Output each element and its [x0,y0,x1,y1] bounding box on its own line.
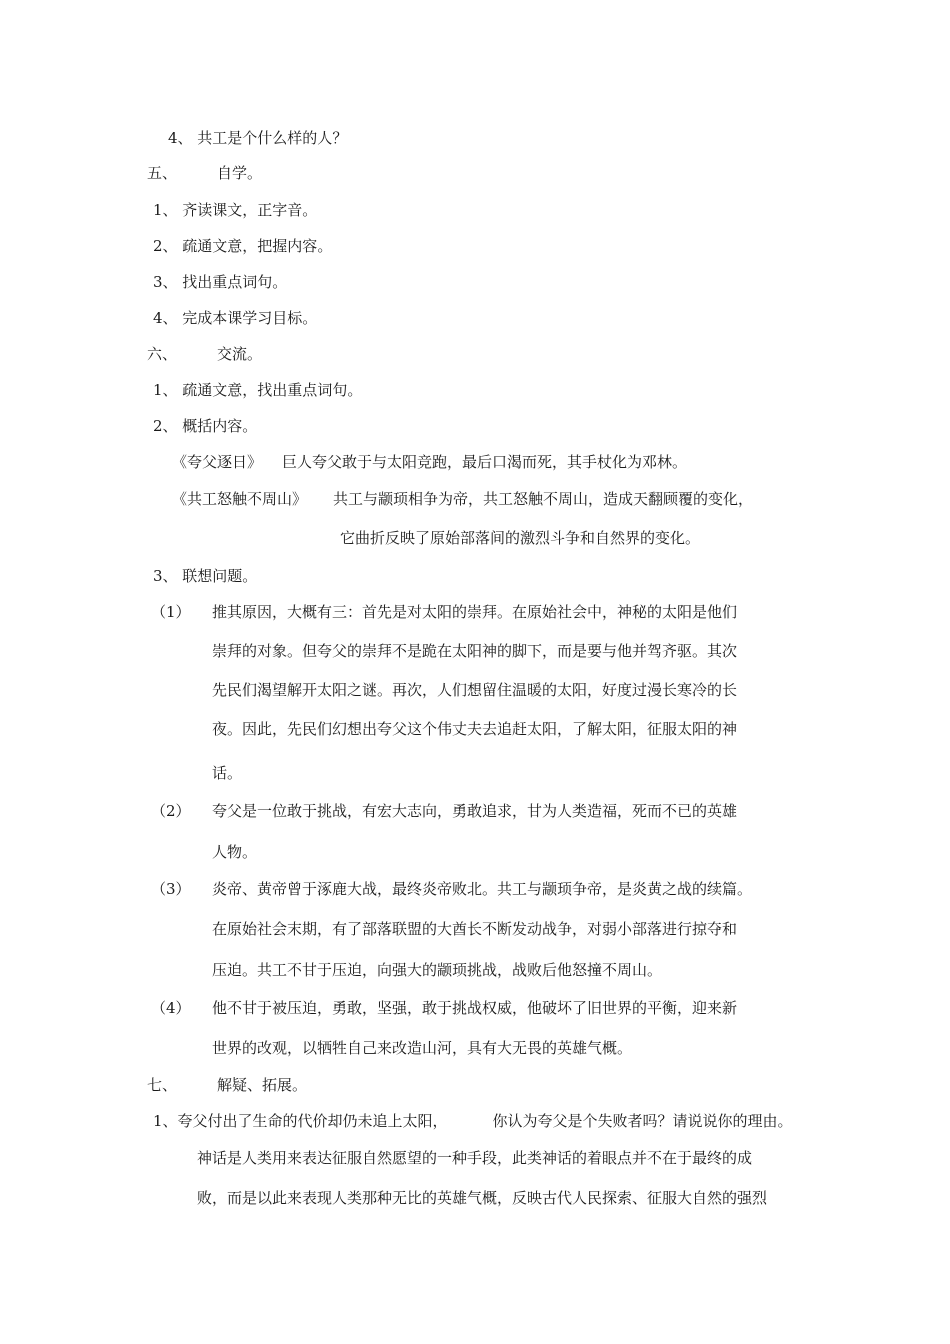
item-5-1: 1、 齐读课文，正字音。 [153,201,318,219]
answer-2-line: 人物。 [212,843,258,861]
section-6-title: 交流。 [217,345,263,363]
section-7-heading [147,1075,307,1095]
answer-7-1-line: 神话是人类用来表达征服自然愿望的一种手段，此类神话的着眼点并不在于最终的成 [197,1149,753,1167]
answer-1-line: 夜。因此，先民们幻想出夸父这个伟丈夫去追赶太阳，了解太阳，征服太阳的神 [212,720,738,738]
answer-3-line: 在原始社会末期，有了部落联盟的大酋长不断发动战争，对弱小部落进行掠夺和 [212,920,738,938]
item-7-1-part-a: 1、夸父付出了生命的代价却仍未追上太阳， [153,1112,448,1130]
kuafu-title: 《夸父逐日》 [172,453,263,471]
section-7-title: 解疑、拓展。 [217,1076,308,1094]
section-5-number: 五、 [147,164,178,182]
answer-4-number: （4） [151,999,191,1017]
answer-7-1-line: 败，而是以此来表现人类那种无比的英雄气概，反映古代人民探索、征服大自然的强烈 [197,1189,768,1207]
answer-4-line: 他不甘于被压迫，勇敢，坚强，敢于挑战权威，他破坏了旧世界的平衡，迎来新 [212,999,738,1017]
answer-1-line: 话。 [212,764,243,782]
answer-1-line: 推其原因，大概有三：首先是对太阳的崇拜。在原始社会中，神秘的太阳是他们 [212,603,738,621]
section-7-number: 七、 [147,1076,178,1094]
section-5-heading [147,163,262,183]
item-6-1: 1、 疏通文意，找出重点词句。 [153,381,363,399]
item-5-4: 4、 完成本课学习目标。 [153,309,318,327]
item-6-3: 3、 联想问题。 [153,567,258,585]
summary-kuafu [172,452,687,472]
gonggong-continuation: 它曲折反映了原始部落间的激烈斗争和自然界的变化。 [340,529,701,547]
item-5-2: 2、 疏通文意，把握内容。 [153,237,333,255]
answer-2-number: （2） [151,802,191,820]
answer-1-line: 先民们渴望解开太阳之谜。再次，人们想留住温暖的太阳，好度过漫长寒冷的长 [212,681,738,699]
kuafu-text: 巨人夸父敢于与太阳竞跑，最后口渴而死，其手杖化为邓林。 [282,453,688,471]
item-5-3: 3、 找出重点词句。 [153,273,288,291]
summary-gonggong [172,489,753,509]
item-6-2: 2、 概括内容。 [153,417,258,435]
answer-3-line: 炎帝、黄帝曾于涿鹿大战，最终炎帝败北。共工与颛顼争帝，是炎黄之战的续篇。 [212,880,753,898]
item-7-1-part-b: 你认为夸父是个失败者吗？请说说你的理由。 [492,1112,793,1130]
answer-3-line: 压迫。共工不甘于压迫，向强大的颛顼挑战，战败后他怒撞不周山。 [212,961,663,979]
item-7-1 [153,1111,793,1131]
gonggong-text: 共工与颛顼相争为帝，共工怒触不周山，造成天翻顾覆的变化， [333,490,754,508]
gonggong-title: 《共工怒触不周山》 [172,490,308,508]
answer-4-line: 世界的改观，以牺牲自己来改造山河，具有大无畏的英雄气概。 [212,1039,633,1057]
section-6-heading [147,344,262,364]
question-4: 4、 共工是个什么样的人？ [168,129,348,147]
answer-1-number: （1） [151,603,191,621]
section-5-title: 自学。 [217,164,263,182]
section-6-number: 六、 [147,345,178,363]
answer-3-number: （3） [151,880,191,898]
answer-2-line: 夸父是一位敢于挑战，有宏大志向，勇敢追求，甘为人类造福，死而不已的英雄 [212,802,738,820]
answer-1-line: 崇拜的对象。但夸父的崇拜不是跪在太阳神的脚下，而是要与他并驾齐驱。其次 [212,642,738,660]
